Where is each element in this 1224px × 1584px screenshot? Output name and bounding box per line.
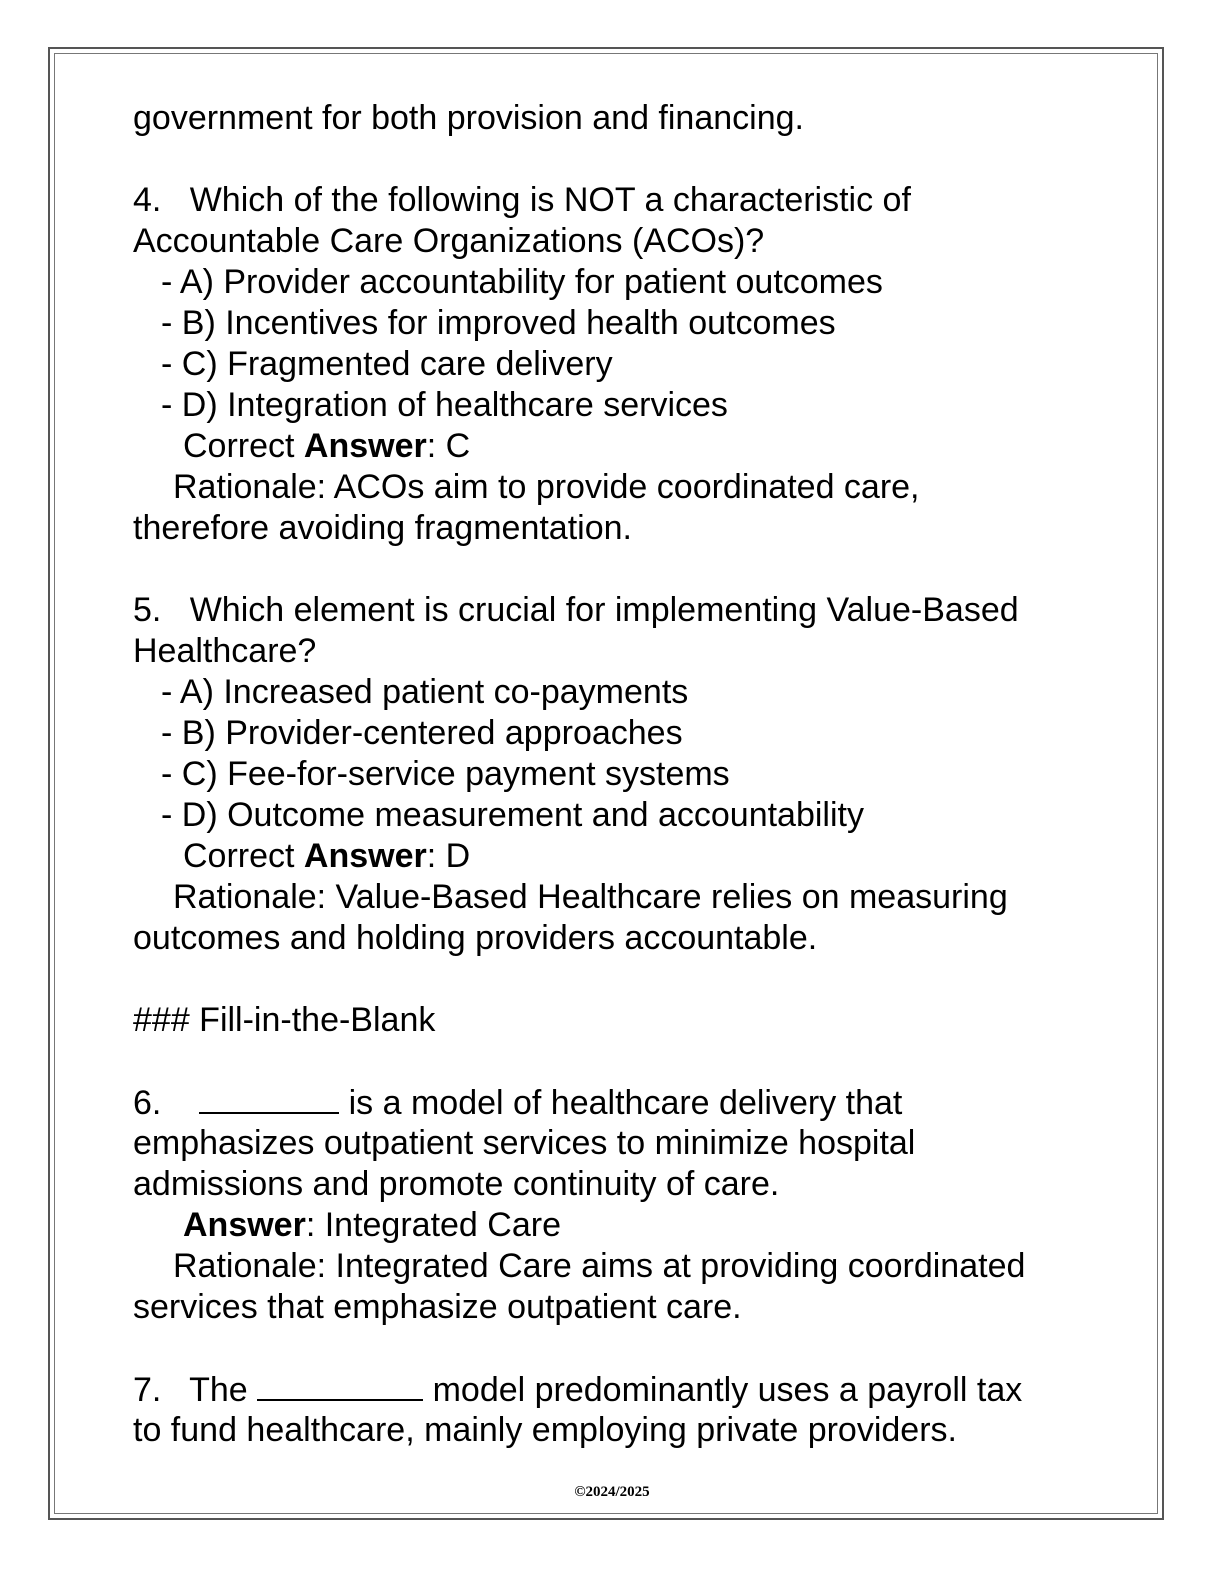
question-4-answer: Correct Answer: C bbox=[183, 427, 471, 465]
question-7-line2: to fund healthcare, mainly employing private providers. bbox=[133, 1411, 957, 1449]
question-4-rationale-line2: therefore avoiding fragmentation. bbox=[133, 509, 632, 547]
question-5-rationale-line2: outcomes and holding providers accountable. bbox=[133, 919, 818, 957]
question-6-line3: admissions and promote continuity of care. bbox=[133, 1165, 780, 1203]
question-5-answer: Correct Answer: D bbox=[183, 837, 471, 875]
question-6-number: 6. bbox=[133, 1084, 162, 1122]
question-7-number: 7. bbox=[133, 1371, 162, 1409]
page-footer: ©2024/2025 bbox=[574, 1484, 650, 1500]
question-6-answer: Answer: Integrated Care bbox=[183, 1206, 561, 1244]
question-7-line1: 7. The model predominantly uses a payroll tax bbox=[133, 1371, 1023, 1409]
question-4-rationale-line1: Rationale: ACOs aim to provide coordinated care, bbox=[173, 468, 920, 506]
section-heading: ### Fill-in-the-Blank bbox=[133, 1001, 436, 1039]
question-6-line2: emphasizes outpatient services to minimize hospital bbox=[133, 1124, 916, 1162]
question-4-line2: Accountable Care Organizations (ACOs)? bbox=[133, 222, 765, 260]
question-6-rationale-line2: services that emphasize outpatient care. bbox=[133, 1288, 742, 1326]
question-6-rationale-line1: Rationale: Integrated Care aims at providing coordinated bbox=[173, 1247, 1026, 1285]
carryover-text: government for both provision and financing. bbox=[133, 99, 804, 137]
document-body bbox=[133, 98, 1093, 1451]
question-4-option-c: - C) Fragmented care delivery bbox=[161, 345, 613, 383]
question-5-option-d: - D) Outcome measurement and accountability bbox=[161, 796, 864, 834]
question-4-line1: 4. Which of the following is NOT a characteristic of bbox=[133, 181, 911, 219]
question-5-option-b: - B) Provider-centered approaches bbox=[161, 714, 683, 752]
question-4-option-d: - D) Integration of healthcare services bbox=[161, 386, 728, 424]
question-4-option-b: - B) Incentives for improved health outcomes bbox=[161, 304, 836, 342]
question-6-blank bbox=[199, 1082, 339, 1114]
question-5-option-a: - A) Increased patient co-payments bbox=[161, 673, 689, 711]
question-5-number: 5. bbox=[133, 591, 162, 629]
question-6-line1: 6. is a model of healthcare delivery that bbox=[133, 1084, 903, 1122]
question-5-line2: Healthcare? bbox=[133, 632, 317, 670]
question-7-blank bbox=[257, 1369, 423, 1401]
question-4-number: 4. bbox=[133, 181, 162, 219]
question-5-line1: 5. Which element is crucial for implementing Value-Based bbox=[133, 591, 1019, 629]
question-5-rationale-line1: Rationale: Value-Based Healthcare relies on measuring bbox=[173, 878, 1008, 916]
question-4-option-a: - A) Provider accountability for patient outcomes bbox=[161, 263, 883, 301]
question-5-option-c: - C) Fee-for-service payment systems bbox=[161, 755, 730, 793]
